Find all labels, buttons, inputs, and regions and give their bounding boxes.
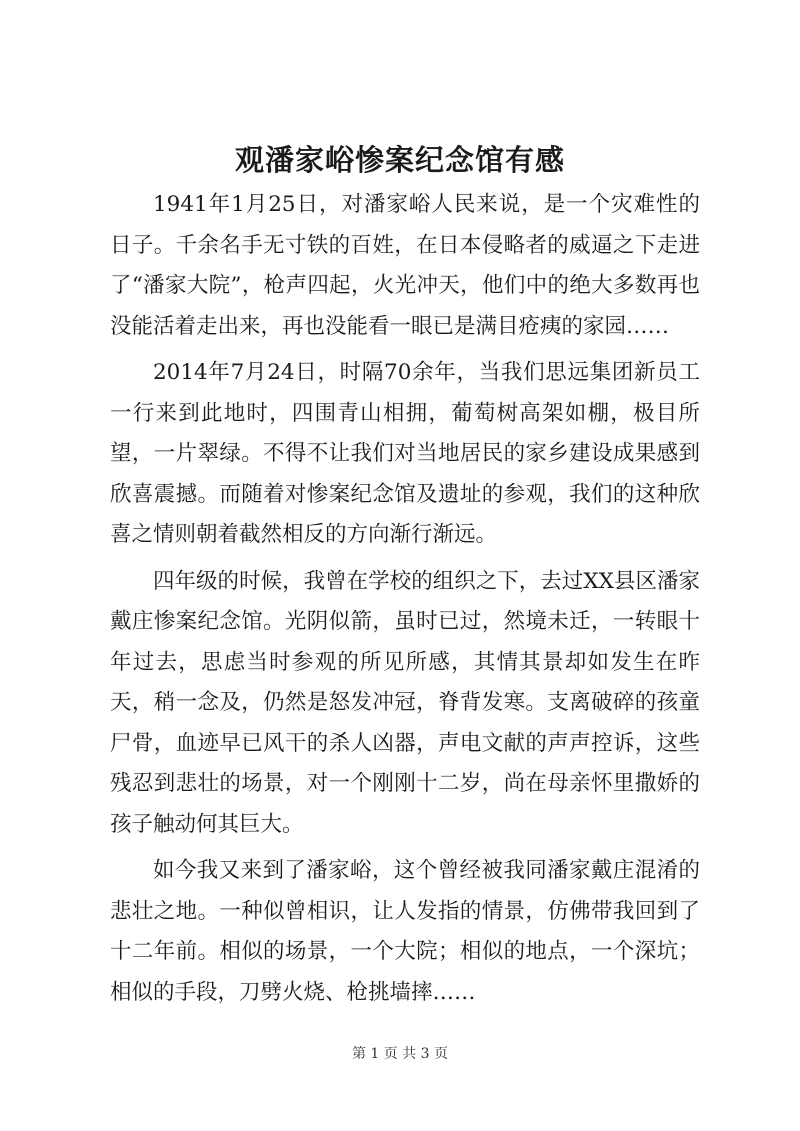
document-title: 观潘家峪惨案纪念馆有感	[234, 143, 565, 177]
paragraph-1: 1941年1月25日，对潘家峪人民来说，是一个灾难性的日子。千余名手无寸铁的百姓，在日本侵略者的威逼之下走进了“潘家大院”，枪声四起，火光冲天，他们中的绝大多数再也没能活着走出来，再也没能看一眼已是满目疮痍的家园……	[110, 192, 700, 339]
page-footer: 第 1 页 共 3 页	[351, 1046, 449, 1062]
paragraph-2: 2014年7月24日，时隔70余年，当我们思远集团新员工一行来到此地时，四围青山相拥，葡萄树高架如棚，极目所望，一片翠绿。不得不让我们对当地居民的家乡建设成果感到欣喜震撼。而随着对惨案纪念馆及遗址的参观，我们的这种欣喜之情则朝着截然相反的方向渐行渐远。	[110, 360, 700, 547]
paragraph-3: 四年级的时候，我曾在学校的组织之下，去过XX县区潘家戴庄惨案纪念馆。光阴似箭，虽时已过，然境未迁，一转眼十年过去，思虑当时参观的所见所感，其情其景却如发生在昨天，稍一念及，仍然是怒发冲冠，脊背发寒。支离破碎的孩童尸骨，血迹早已风干的杀人凶器，声电文献的声声控诉，这些残忍到悲壮的场景，对一个刚刚十二岁，尚在母亲怀里撒娇的孩子触动何其巨大。	[110, 568, 700, 837]
paragraph-4: 如今我又来到了潘家峪，这个曾经被我同潘家戴庄混淆的悲壮之地。一种似曾相识，让人发指的情景，仿佛带我回到了十二年前。相似的场景，一个大院；相似的地点，一个深坑；相似的手段，刀劈火烧、枪挑墙摔……	[110, 858, 700, 1005]
document-body	[110, 185, 700, 1019]
